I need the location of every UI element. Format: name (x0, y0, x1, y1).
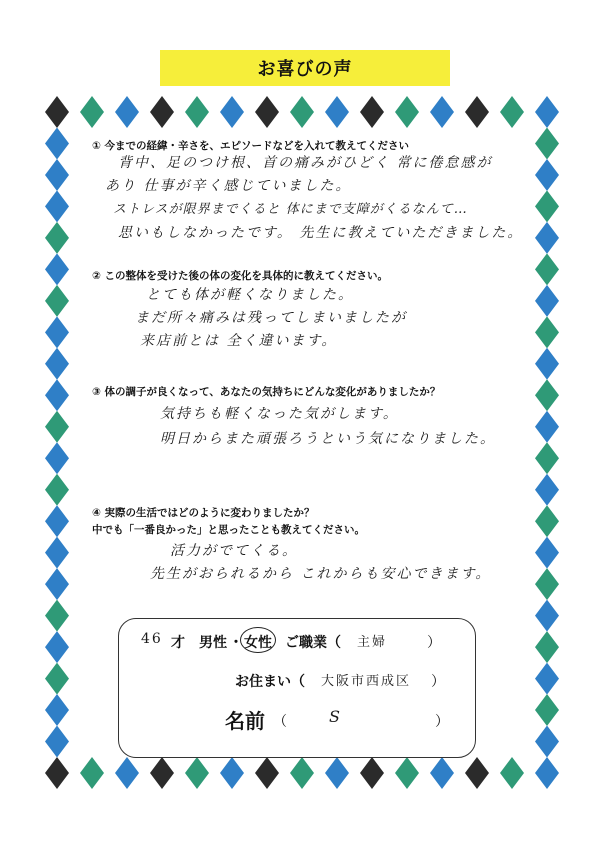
border-diamond-top (290, 96, 314, 128)
question-2-label: ② この整体を受けた後の体の変化を具体的に教えてください。 (92, 270, 389, 282)
name-close-paren: ） (435, 714, 449, 730)
border-diamond-right (535, 568, 559, 600)
border-diamond-bottom (500, 757, 524, 789)
name-open-paren: （ (273, 714, 287, 730)
age-unit: 才 (171, 635, 185, 651)
border-diamond-left (45, 663, 69, 695)
border-diamond-left (45, 442, 69, 474)
border-diamond-bottom (360, 757, 384, 789)
border-diamond-right (535, 159, 559, 191)
address-value: 大阪市西成区 (321, 674, 412, 689)
border-diamond-top (80, 96, 104, 128)
answer-4-line-2: 先生がおられるから これからも安心できます。 (150, 566, 492, 582)
border-diamond-top (255, 96, 279, 128)
border-diamond-left (45, 127, 69, 159)
answer-4-line-1: 活力がでてくる。 (170, 543, 298, 559)
border-diamond-top (220, 96, 244, 128)
page-title: お喜びの声 (257, 59, 353, 80)
border-diamond-left (45, 537, 69, 569)
answer-1-line-2: あり 仕事が辛く感じていました。 (105, 178, 352, 194)
job-label: ご職業（ (285, 635, 341, 651)
border-diamond-top (430, 96, 454, 128)
answer-2-line-2: まだ所々痛みは残ってしまいましたが (135, 310, 407, 326)
border-diamond-left (45, 600, 69, 632)
border-diamond-left (45, 285, 69, 317)
job-close-paren: ） (427, 635, 441, 651)
answer-3-line-1: 気持ちも軽くなった気がします。 (160, 406, 399, 422)
gender-separator: ・ (229, 635, 243, 651)
border-diamond-bottom (395, 757, 419, 789)
answer-1-line-4: 思いもしなかったです。 先生に教えていただきました。 (118, 225, 524, 241)
border-diamond-left (45, 411, 69, 443)
border-diamond-bottom (45, 757, 69, 789)
profile-box (118, 618, 476, 758)
border-diamond-left (45, 348, 69, 380)
border-diamond-right (535, 631, 559, 663)
border-diamond-bottom (325, 757, 349, 789)
border-diamond-bottom (115, 757, 139, 789)
gender-male-option: 男性 (199, 635, 227, 651)
answer-1-line-3: ストレスが限界までくると 体にまで支障がくるなんて… (113, 202, 468, 217)
border-diamond-right (535, 222, 559, 254)
border-diamond-left (45, 474, 69, 506)
border-diamond-right (535, 411, 559, 443)
border-diamond-left (45, 694, 69, 726)
border-diamond-bottom (80, 757, 104, 789)
answer-3-line-2: 明日からまた頑張ろうという気になりました。 (160, 431, 496, 447)
border-diamond-left (45, 253, 69, 285)
border-diamond-right (535, 348, 559, 380)
border-diamond-bottom (290, 757, 314, 789)
border-diamond-right (535, 474, 559, 506)
answer-2-line-1: とても体が軽くなりました。 (146, 287, 354, 303)
border-diamond-right (535, 379, 559, 411)
border-diamond-bottom (430, 757, 454, 789)
border-diamond-left (45, 726, 69, 758)
border-diamond-left (45, 316, 69, 348)
border-diamond-right (535, 190, 559, 222)
border-diamond-right (535, 127, 559, 159)
border-diamond-right (535, 316, 559, 348)
border-diamond-bottom (535, 757, 559, 789)
border-diamond-left (45, 379, 69, 411)
border-diamond-right (535, 285, 559, 317)
border-diamond-top (535, 96, 559, 128)
border-diamond-left (45, 505, 69, 537)
border-diamond-left (45, 222, 69, 254)
border-diamond-bottom (150, 757, 174, 789)
border-diamond-top (500, 96, 524, 128)
address-close-paren: ） (431, 674, 445, 690)
border-diamond-top (465, 96, 489, 128)
border-diamond-right (535, 537, 559, 569)
job-value: 主婦 (357, 635, 388, 650)
border-diamond-right (535, 694, 559, 726)
border-diamond-left (45, 159, 69, 191)
question-4-label: ④ 実際の生活ではどのように変わりましたか？ (92, 507, 315, 519)
border-diamond-top (115, 96, 139, 128)
border-diamond-bottom (220, 757, 244, 789)
border-diamond-left (45, 631, 69, 663)
border-diamond-top (325, 96, 349, 128)
gender-female-option: 女性 (244, 635, 272, 651)
border-diamond-top (45, 96, 69, 128)
question-3-label: ③ 体の調子が良くなって、あなたの気持ちにどんな変化がありましたか？ (92, 386, 441, 398)
border-diamond-right (535, 505, 559, 537)
name-value: S (329, 707, 342, 726)
border-diamond-top (360, 96, 384, 128)
border-diamond-bottom (465, 757, 489, 789)
age-value: 46 (141, 631, 163, 647)
border-diamond-left (45, 190, 69, 222)
answer-2-line-3: 来店前とは 全く違います。 (140, 333, 338, 349)
question-4-label-2: 中でも「一番良かった」と思ったことも教えてください。 (92, 524, 365, 536)
border-diamond-bottom (185, 757, 209, 789)
border-diamond-top (185, 96, 209, 128)
border-diamond-right (535, 600, 559, 632)
border-diamond-bottom (255, 757, 279, 789)
border-diamond-right (535, 442, 559, 474)
question-1-label: ① 今までの経緯・辛さを、エピソードなどを入れて教えてください (92, 140, 410, 152)
border-diamond-top (150, 96, 174, 128)
border-diamond-top (395, 96, 419, 128)
border-diamond-right (535, 253, 559, 285)
title-banner (160, 50, 450, 86)
name-label: 名前 (225, 709, 265, 733)
answer-1-line-1: 背中、足のつけ根、首の痛みがひどく 常に倦怠感が (118, 155, 493, 171)
address-label: お住まい（ (235, 674, 305, 690)
gender-selected-circle (240, 627, 276, 653)
border-diamond-right (535, 726, 559, 758)
border-diamond-right (535, 663, 559, 695)
border-diamond-left (45, 568, 69, 600)
